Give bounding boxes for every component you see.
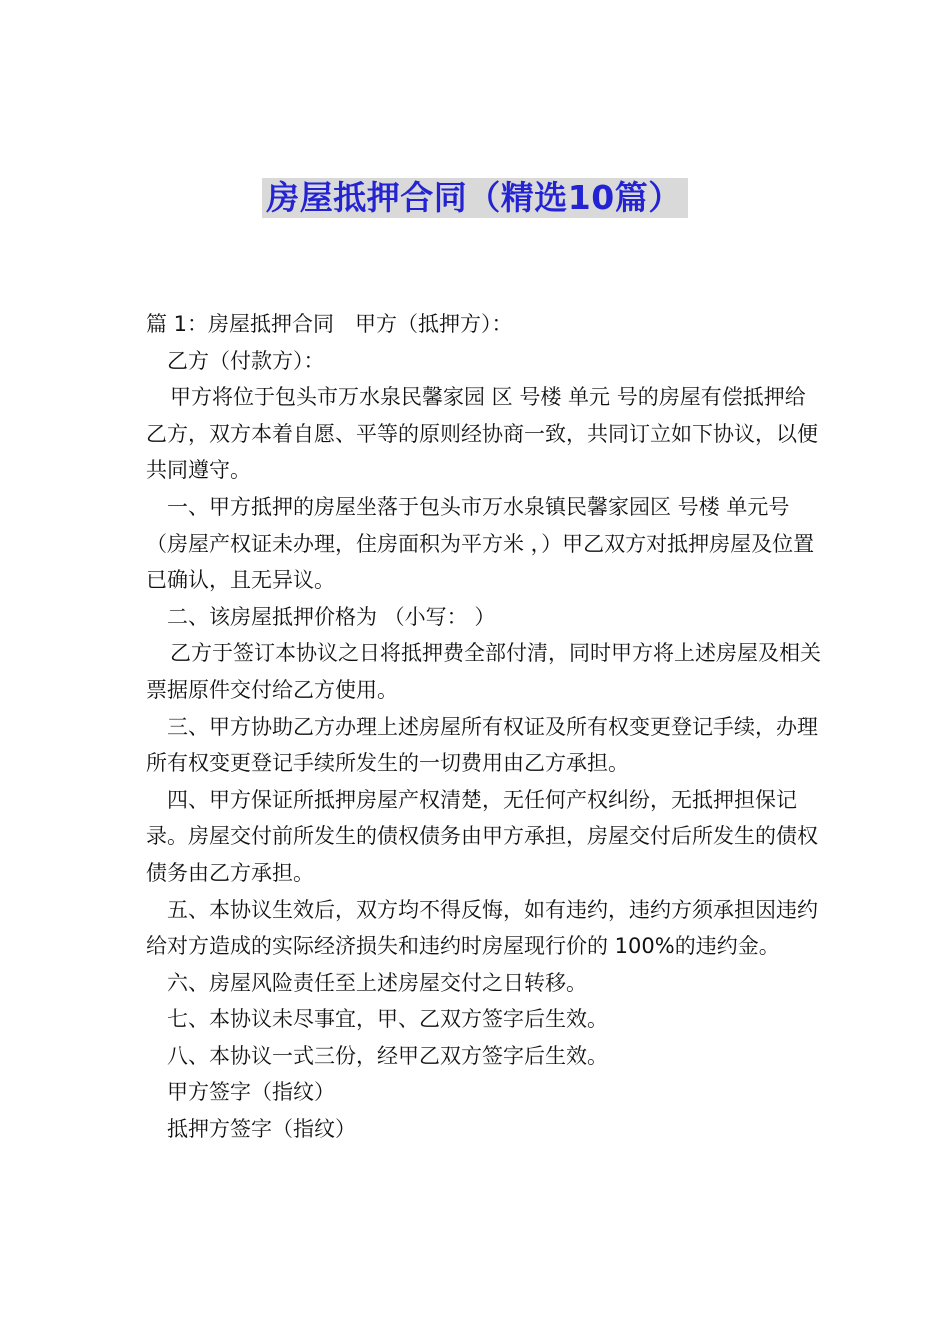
- signature-party-a: 甲方签字（指纹）: [167, 1080, 335, 1105]
- paragraph-clause-2: 二、该房屋抵押价格为 （小写： ）: [167, 604, 496, 629]
- paragraph-clause-6: 六、房屋风险责任至上述房屋交付之日转移。: [167, 970, 587, 995]
- paragraph-clause-1: 一、甲方抵押的房屋坐落于包头市万水泉镇民馨家园区 号楼 单元号（房屋产权证未办理，住房面积为平方米 ，）甲乙双方对抵押房屋及位置已确认，且无异议。: [146, 494, 815, 593]
- document-title: 房屋抵押合同（精选10篇）: [262, 178, 687, 218]
- paragraph-clause-8: 八、本协议一式三份，经甲乙双方签字后生效。: [167, 1043, 608, 1068]
- paragraph-heading: 篇 1：房屋抵押合同 甲方（抵押方）：: [146, 312, 513, 336]
- paragraph-clause-3: 三、甲方协助乙方办理上述房屋所有权证及所有权变更登记手续，办理所有权变更登记手续所发生的一切费用由乙方承担。: [146, 714, 818, 776]
- title-container: [0, 178, 950, 218]
- paragraph-payment: 乙方于签订本协议之日将抵押费全部付清，同时甲方将上述房屋及相关票据原件交付给乙方使用。: [146, 641, 821, 702]
- paragraph-clause-7: 七、本协议未尽事宜，甲、乙双方签字后生效。: [167, 1007, 608, 1032]
- signature-mortgagor: 抵押方签字（指纹）: [167, 1117, 356, 1142]
- document-body: [146, 306, 826, 1148]
- paragraph-clause-5: 五、本协议生效后，双方均不得反悔，如有违约，违约方须承担因违约给对方造成的实际经济损失和违约时房屋现行价的 100%的违约金。: [146, 897, 818, 959]
- paragraph-party-b: 乙方（付款方）：: [167, 348, 325, 373]
- paragraph-clause-4: 四、甲方保证所抵押房屋产权清楚，无任何产权纠纷，无抵押担保记录。房屋交付前所发生的债权债务由甲方承担，房屋交付后所发生的债权债务由乙方承担。: [146, 787, 818, 885]
- paragraph-intro: 甲方将位于包头市万水泉民馨家园 区 号楼 单元 号的房屋有偿抵押给乙方，双方本着自愿、平等的原则经协商一致，共同订立如下协议，以便共同遵守。: [146, 385, 818, 483]
